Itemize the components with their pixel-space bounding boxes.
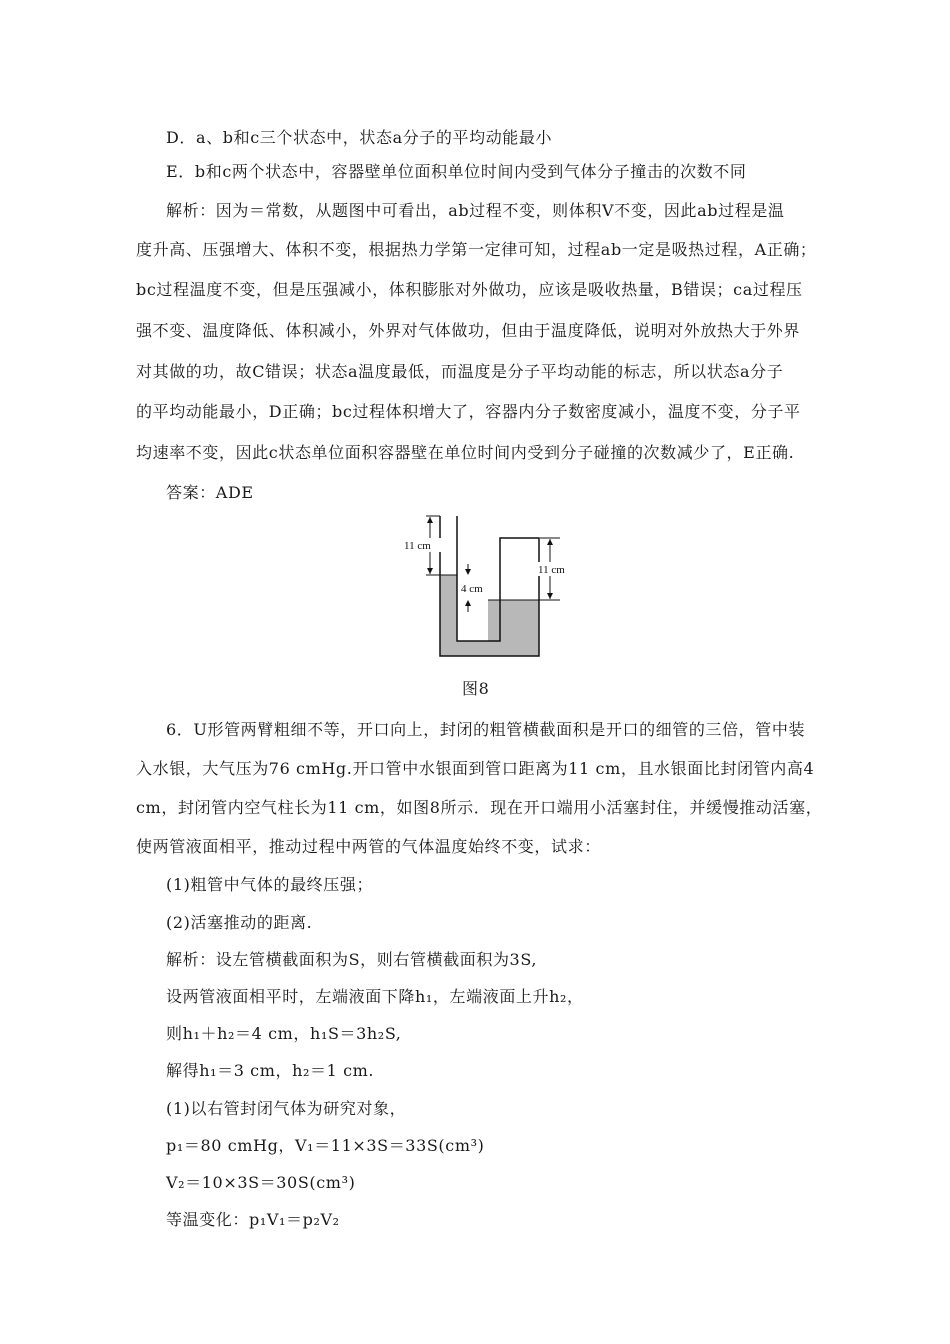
analysis-line-4: 强不变、温度降低、体积减小，外界对气体做功，但由于温度降低，说明对外放热大于外界 [136, 321, 801, 340]
option-d: D．a、b和c三个状态中，状态a分子的平均动能最小 [166, 128, 553, 147]
analysis-line-2: 度升高、压强增大、体积不变，根据热力学第一定律可知，过程ab一定是吸热过程，A正确； [136, 240, 817, 259]
problem-line-4: 使两管液面相平，推动过程中两管的气体温度始终不变，试求： [136, 837, 601, 856]
arrow-icon [427, 517, 433, 523]
u-tube-figure [400, 508, 590, 660]
solution-line-6: p₁＝80 cmHg，V₁＝11×3S＝33S(cm³) [166, 1136, 485, 1155]
analysis-line-3: bc过程温度不变，但是压强减小，体积膨胀对外做功，应该是吸收热量，B错误；ca过程压 [136, 280, 803, 299]
u-tube-diagram [400, 508, 590, 660]
arrow-icon [465, 569, 471, 575]
arrow-icon [427, 568, 433, 574]
problem-line-2: 入水银，大气压为76 cmHg.开口管中水银面到管口距离为11 cm，且水银面比封闭管内高4 [136, 759, 815, 778]
solution-line-3: 则h₁＋h₂＝4 cm，h₁S＝3h₂S, [166, 1024, 402, 1043]
arrow-icon [547, 593, 553, 599]
question-1: (1)粗管中气体的最终压强； [166, 875, 374, 894]
mercury-fill [440, 575, 539, 656]
solution-line-7: V₂＝10×3S＝30S(cm³) [166, 1173, 356, 1192]
solution-line-8: 等温变化：p₁V₁＝p₂V₂ [166, 1210, 340, 1229]
solution-line-4: 解得h₁＝3 cm，h₂＝1 cm. [166, 1061, 375, 1080]
figure-caption: 图8 [462, 679, 490, 698]
problem-line-1: 6．U形管两臂粗细不等，开口向上，封闭的粗管横截面积是开口的细管的三倍，管中装 [166, 720, 806, 739]
answer-line: 答案：ADE [166, 483, 254, 502]
analysis-line-7: 均速率不变，因此c状态单位面积容器壁在单位时间内受到分子碰撞的次数减少了，E正确. [136, 443, 795, 462]
solution-line-1: 解析：设左管横截面积为S，则右管横截面积为3S, [166, 950, 538, 969]
middle-length-label: 4 cm [461, 583, 483, 595]
analysis-line-6: 的平均动能最小，D正确；bc过程体积增大了，容器内分子数密度减小，温度不变，分子平 [136, 402, 801, 421]
arrow-icon [547, 539, 553, 545]
option-e: E．b和c两个状态中，容器壁单位面积单位时间内受到气体分子撞击的次数不同 [166, 162, 747, 181]
solution-line-5: (1)以右管封闭气体为研究对象， [166, 1099, 407, 1118]
solution-line-2: 设两管液面相平时，左端液面下降h₁，左端液面上升h₂， [166, 987, 584, 1006]
right-length-label: 11 cm [538, 564, 565, 576]
analysis-line-5: 对其做的功，故C错误；状态a温度最低，而温度是分子平均动能的标志，所以状态a分子 [136, 362, 784, 381]
problem-line-3: cm，封闭管内空气柱长为11 cm，如图8所示．现在开口端用小活塞封住，并缓慢推动活塞， [136, 798, 823, 817]
question-2: (2)活塞推动的距离. [166, 913, 313, 932]
analysis-line-1: 解析：因为＝常数，从题图中可看出，ab过程不变，则体积V不变，因此ab过程是温 [166, 201, 785, 220]
left-length-label: 11 cm [404, 540, 431, 552]
arrow-icon [465, 600, 471, 606]
